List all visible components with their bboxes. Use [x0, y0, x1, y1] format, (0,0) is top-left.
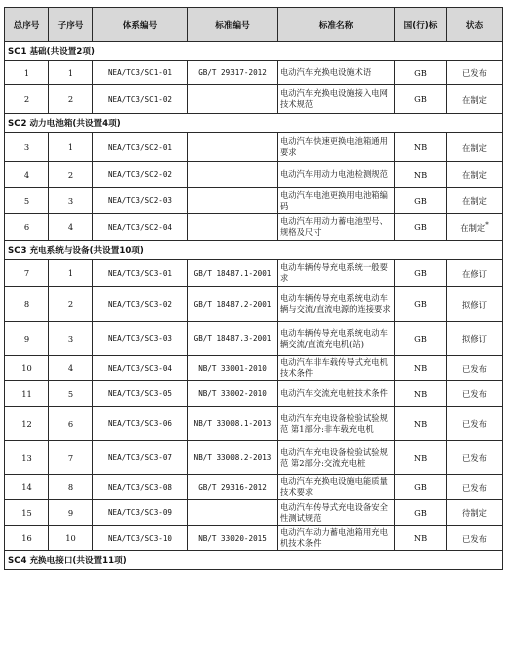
- standard-no-cell: [188, 85, 278, 114]
- section-row: [5, 241, 503, 260]
- standard-no-cell: GB/T 18487.3-2001: [188, 322, 278, 356]
- table-header-row: [5, 8, 503, 42]
- system-code-cell: NEA/TC3/SC3-09: [93, 500, 188, 526]
- total-no-cell: 1: [5, 61, 49, 85]
- status-cell: [447, 407, 503, 441]
- status-cell: [447, 214, 503, 241]
- section-row: [5, 42, 503, 61]
- system-code-cell: NEA/TC3/SC2-01: [93, 133, 188, 162]
- sub-no-cell: 7: [49, 441, 93, 475]
- system-code-cell: NEA/TC3/SC3-08: [93, 475, 188, 500]
- standard-name-cell: 电动汽车传导式充电设备安全性测试规范: [278, 500, 395, 526]
- level-cell: GB: [395, 500, 447, 526]
- standard-no-cell: GB/T 18487.1-2001: [188, 260, 278, 287]
- standard-no-cell: GB/T 18487.2-2001: [188, 287, 278, 322]
- level-cell: NB: [395, 162, 447, 188]
- col-header-standard-name: 标准名称: [278, 8, 395, 42]
- sub-no-cell: 8: [49, 475, 93, 500]
- table-row: [5, 260, 503, 287]
- system-code-cell: NEA/TC3/SC3-05: [93, 381, 188, 407]
- total-no-cell: 8: [5, 287, 49, 322]
- status-text: 在制定: [460, 222, 486, 233]
- total-no-cell: 10: [5, 356, 49, 381]
- sub-no-cell: 1: [49, 260, 93, 287]
- status-cell: [447, 381, 503, 407]
- system-code-cell: NEA/TC3/SC2-04: [93, 214, 188, 241]
- sub-no-cell: 10: [49, 526, 93, 551]
- table-row: [5, 500, 503, 526]
- sub-no-cell: 4: [49, 214, 93, 241]
- standard-name-cell: 电动汽车电池更换用电池箱编码: [278, 188, 395, 214]
- status-text: 已发布: [462, 388, 487, 399]
- level-cell: GB: [395, 188, 447, 214]
- level-cell: GB: [395, 287, 447, 322]
- status-text: 拟修订: [462, 333, 487, 344]
- status-cell: [447, 85, 503, 114]
- sub-no-cell: 2: [49, 85, 93, 114]
- system-code-cell: NEA/TC3/SC1-02: [93, 85, 188, 114]
- status-text: 在修订: [462, 268, 487, 279]
- standard-no-cell: [188, 188, 278, 214]
- status-text: 已发布: [462, 482, 487, 493]
- standard-name-cell: 电动汽车充换电设施电能质量技术要求: [278, 475, 395, 500]
- total-no-cell: 3: [5, 133, 49, 162]
- total-no-cell: 15: [5, 500, 49, 526]
- total-no-cell: 7: [5, 260, 49, 287]
- total-no-cell: 2: [5, 85, 49, 114]
- col-header-sub-no: 子序号: [49, 8, 93, 42]
- status-text: 在制定: [462, 195, 487, 206]
- table-row: [5, 214, 503, 241]
- level-cell: NB: [395, 441, 447, 475]
- status-cell: [447, 188, 503, 214]
- status-cell: [447, 162, 503, 188]
- status-text: 已发布: [462, 452, 487, 463]
- standards-table: [4, 7, 503, 570]
- level-cell: NB: [395, 381, 447, 407]
- col-header-total-no: 总序号: [5, 8, 49, 42]
- table-row: [5, 287, 503, 322]
- table-row: [5, 322, 503, 356]
- standard-name-cell: 电动汽车交流充电桩技术条件: [278, 381, 395, 407]
- total-no-cell: 9: [5, 322, 49, 356]
- sub-no-cell: 1: [49, 133, 93, 162]
- section-row: [5, 551, 503, 570]
- standard-no-cell: NB/T 33002-2010: [188, 381, 278, 407]
- sub-no-cell: 5: [49, 381, 93, 407]
- system-code-cell: NEA/TC3/SC2-02: [93, 162, 188, 188]
- status-text: 拟修订: [462, 299, 487, 310]
- status-cell: [447, 441, 503, 475]
- status-text: 在制定: [462, 169, 487, 180]
- standard-no-cell: [188, 162, 278, 188]
- table-row: [5, 133, 503, 162]
- level-cell: GB: [395, 214, 447, 241]
- standard-name-cell: 电动汽车动力蓄电池箱用充电机技术条件: [278, 526, 395, 551]
- system-code-cell: NEA/TC3/SC3-01: [93, 260, 188, 287]
- total-no-cell: 6: [5, 214, 49, 241]
- total-no-cell: 5: [5, 188, 49, 214]
- system-code-cell: NEA/TC3/SC2-03: [93, 188, 188, 214]
- level-cell: NB: [395, 356, 447, 381]
- standard-name-cell: 电动汽车非车载传导式充电机技术条件: [278, 356, 395, 381]
- sub-no-cell: 3: [49, 188, 93, 214]
- system-code-cell: NEA/TC3/SC3-04: [93, 356, 188, 381]
- status-cell: [447, 287, 503, 322]
- sub-no-cell: 9: [49, 500, 93, 526]
- standard-no-cell: GB/T 29317-2012: [188, 61, 278, 85]
- table-row: [5, 61, 503, 85]
- status-cell: [447, 61, 503, 85]
- table-row: [5, 188, 503, 214]
- status-mark: *: [485, 220, 489, 229]
- standard-name-cell: 电动车辆传导充电系统电动车辆与交流/直流电源的连接要求: [278, 287, 395, 322]
- total-no-cell: 12: [5, 407, 49, 441]
- table-row: [5, 475, 503, 500]
- table-row: [5, 85, 503, 114]
- table-row: [5, 526, 503, 551]
- system-code-cell: NEA/TC3/SC1-01: [93, 61, 188, 85]
- status-text: 待制定: [462, 507, 487, 518]
- status-cell: [447, 133, 503, 162]
- section-title: SC4 充换电接口(共设置11项): [5, 551, 503, 570]
- total-no-cell: 14: [5, 475, 49, 500]
- total-no-cell: 13: [5, 441, 49, 475]
- standard-no-cell: NB/T 33020-2015: [188, 526, 278, 551]
- level-cell: GB: [395, 475, 447, 500]
- sub-no-cell: 1: [49, 61, 93, 85]
- section-row: [5, 114, 503, 133]
- sub-no-cell: 2: [49, 162, 93, 188]
- status-cell: [447, 260, 503, 287]
- table-row: [5, 407, 503, 441]
- total-no-cell: 4: [5, 162, 49, 188]
- col-header-system-code: 体系编号: [93, 8, 188, 42]
- standard-name-cell: 电动汽车充电设备检验试验规范 第2部分:交流充电桩: [278, 441, 395, 475]
- standard-no-cell: NB/T 33008.2-2013: [188, 441, 278, 475]
- standard-name-cell: 电动汽车充换电设施术语: [278, 61, 395, 85]
- table-body: [5, 42, 503, 570]
- system-code-cell: NEA/TC3/SC3-03: [93, 322, 188, 356]
- table-row: [5, 381, 503, 407]
- level-cell: GB: [395, 85, 447, 114]
- standard-name-cell: 电动汽车用动力蓄电池型号、规格及尺寸: [278, 214, 395, 241]
- standard-no-cell: [188, 500, 278, 526]
- sub-no-cell: 6: [49, 407, 93, 441]
- table-row: [5, 162, 503, 188]
- total-no-cell: 11: [5, 381, 49, 407]
- section-title: SC3 充电系统与设备(共设置10项): [5, 241, 503, 260]
- table-row: [5, 356, 503, 381]
- standard-no-cell: NB/T 33008.1-2013: [188, 407, 278, 441]
- standard-no-cell: GB/T 29316-2012: [188, 475, 278, 500]
- section-title: SC1 基础(共设置2项): [5, 42, 503, 61]
- level-cell: NB: [395, 133, 447, 162]
- level-cell: NB: [395, 526, 447, 551]
- standard-no-cell: NB/T 33001-2010: [188, 356, 278, 381]
- status-text: 已发布: [462, 67, 487, 78]
- col-header-standard-no: 标准编号: [188, 8, 278, 42]
- status-text: 在制定: [462, 94, 487, 105]
- sub-no-cell: 4: [49, 356, 93, 381]
- standard-name-cell: 电动车辆传导充电系统一般要求: [278, 260, 395, 287]
- section-title: SC2 动力电池箱(共设置4项): [5, 114, 503, 133]
- col-header-level: 国(行)标: [395, 8, 447, 42]
- system-code-cell: NEA/TC3/SC3-02: [93, 287, 188, 322]
- status-cell: [447, 500, 503, 526]
- standard-name-cell: 电动汽车用动力电池检测规范: [278, 162, 395, 188]
- status-cell: [447, 322, 503, 356]
- col-header-status: 状态: [447, 8, 503, 42]
- standard-no-cell: [188, 133, 278, 162]
- system-code-cell: NEA/TC3/SC3-06: [93, 407, 188, 441]
- level-cell: GB: [395, 322, 447, 356]
- standard-name-cell: 电动汽车快速更换电池箱通用要求: [278, 133, 395, 162]
- status-text: 已发布: [462, 533, 487, 544]
- standard-name-cell: 电动汽车充电设备检验试验规范 第1部分:非车载充电机: [278, 407, 395, 441]
- status-text: 已发布: [462, 418, 487, 429]
- status-cell: [447, 356, 503, 381]
- status-text: 已发布: [462, 363, 487, 374]
- level-cell: NB: [395, 407, 447, 441]
- system-code-cell: NEA/TC3/SC3-10: [93, 526, 188, 551]
- level-cell: GB: [395, 260, 447, 287]
- sub-no-cell: 3: [49, 322, 93, 356]
- sub-no-cell: 2: [49, 287, 93, 322]
- total-no-cell: 16: [5, 526, 49, 551]
- status-text: 在制定: [462, 142, 487, 153]
- status-cell: [447, 526, 503, 551]
- standard-name-cell: 电动汽车充换电设施接入电网技术规范: [278, 85, 395, 114]
- standard-no-cell: [188, 214, 278, 241]
- standard-name-cell: 电动车辆传导充电系统电动车辆交流/直流充电机(站): [278, 322, 395, 356]
- level-cell: GB: [395, 61, 447, 85]
- status-cell: [447, 475, 503, 500]
- system-code-cell: NEA/TC3/SC3-07: [93, 441, 188, 475]
- table-row: [5, 441, 503, 475]
